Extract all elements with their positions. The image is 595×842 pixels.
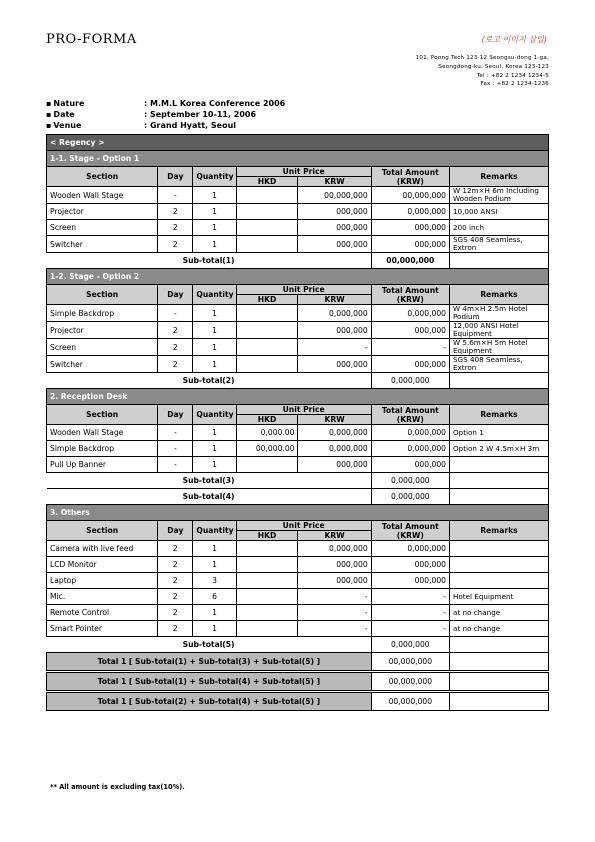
col-hkd: HKD — [236, 177, 298, 187]
region-row — [47, 135, 549, 151]
info-nature — [46, 98, 285, 109]
col-unit-price: Unit Price — [236, 405, 371, 415]
item-section: Projector — [47, 204, 158, 220]
col-remarks: Remarks — [449, 405, 548, 425]
item-krw: - — [298, 339, 371, 356]
item-day: - — [158, 457, 193, 473]
table-row — [47, 339, 549, 356]
section-title: 1-1. Stage - Option 1 — [47, 151, 549, 167]
item-remarks: at no change — [449, 621, 548, 637]
item-section: Wooden Wall Stage — [47, 187, 158, 204]
section-band — [47, 505, 549, 521]
col-quantity: Quantity — [193, 167, 236, 187]
grand-total-row — [47, 672, 549, 692]
grand-total-label: Total 1 [ Sub-total(1) + Sub-total(4) + Sub-total(5) ] — [47, 672, 372, 692]
item-krw: - — [298, 621, 371, 637]
item-section: Laptop — [47, 573, 158, 589]
col-quantity: Quantity — [193, 405, 236, 425]
item-section: Wooden Wall Stage — [47, 425, 158, 441]
total-amount-label: Total Amount — [381, 521, 439, 531]
section-title: 2. Reception Desk — [47, 389, 549, 405]
grand-total-remarks — [449, 672, 548, 692]
item-hkd — [236, 356, 298, 373]
item-day: 2 — [158, 605, 193, 621]
subtotal-label: Sub-total(2) — [47, 373, 372, 389]
item-total: 0,000,000 — [371, 441, 449, 457]
item-quantity: 1 — [193, 441, 236, 457]
item-total: - — [371, 621, 449, 637]
subtotal-label: Sub-total(5) — [47, 637, 372, 653]
subtotal-row — [47, 253, 549, 269]
info-key: ▪ Date — [46, 109, 144, 120]
item-hkd — [236, 589, 298, 605]
item-day: 2 — [158, 557, 193, 573]
item-total: 0,000,000 — [371, 204, 449, 220]
col-remarks: Remarks — [449, 285, 548, 305]
item-krw: 000,000 — [298, 356, 371, 373]
header-row — [47, 521, 549, 531]
item-remarks — [449, 557, 548, 573]
item-section: Mic. — [47, 589, 158, 605]
total-amount-unit: (KRW) — [396, 530, 424, 540]
item-total: 000,000 — [371, 236, 449, 253]
item-hkd: 00,000.00 — [236, 441, 298, 457]
header-row — [47, 285, 549, 295]
table-row — [47, 621, 549, 637]
col-quantity: Quantity — [193, 521, 236, 541]
item-day: - — [158, 425, 193, 441]
item-remarks — [449, 573, 548, 589]
table-row — [47, 204, 549, 220]
item-day: 2 — [158, 339, 193, 356]
item-hkd — [236, 605, 298, 621]
item-day: - — [158, 187, 193, 204]
item-total: 00,000,000 — [371, 187, 449, 204]
item-krw: 000,000 — [298, 236, 371, 253]
col-hkd: HKD — [236, 295, 298, 305]
company-address — [349, 54, 549, 89]
col-remarks: Remarks — [449, 167, 548, 187]
subtotal-amount: 00,000,000 — [371, 253, 449, 269]
table-row — [47, 441, 549, 457]
info-key: ▪ Venue — [46, 120, 144, 131]
item-quantity: 1 — [193, 425, 236, 441]
item-total: 000,000 — [371, 573, 449, 589]
total-amount-label: Total Amount — [381, 285, 439, 295]
item-section: Switcher — [47, 236, 158, 253]
item-quantity: 1 — [193, 236, 236, 253]
item-krw: 00,000,000 — [298, 187, 371, 204]
table-row — [47, 605, 549, 621]
item-day: 2 — [158, 541, 193, 557]
item-remarks — [449, 541, 548, 557]
col-total-amount — [371, 167, 449, 187]
item-total: 0,000,000 — [371, 425, 449, 441]
section-band — [47, 389, 549, 405]
item-remarks: W 5.6m×H 5m Hotel Equipment — [449, 339, 548, 356]
item-quantity: 1 — [193, 187, 236, 204]
item-quantity: 1 — [193, 339, 236, 356]
document-title: PRO-FORMA — [46, 32, 137, 47]
item-remarks — [449, 457, 548, 473]
subtotal-label: Sub-total(4) — [47, 489, 372, 505]
item-quantity: 1 — [193, 605, 236, 621]
table-row — [47, 557, 549, 573]
col-krw: KRW — [298, 531, 371, 541]
item-remarks: SGS 408 Seamless, Extron — [449, 356, 548, 373]
item-total: 000,000 — [371, 322, 449, 339]
info-value: : Grand Hyatt, Seoul — [144, 121, 237, 130]
col-day: Day — [158, 405, 193, 425]
item-day: 2 — [158, 589, 193, 605]
item-section: Smart Pointer — [47, 621, 158, 637]
item-section: Pull Up Banner — [47, 457, 158, 473]
item-hkd — [236, 557, 298, 573]
grand-total-label: Total 1 [ Sub-total(1) + Sub-total(3) + Sub-total(5) ] — [47, 653, 372, 672]
item-total: 000,000 — [371, 457, 449, 473]
col-section: Section — [47, 521, 158, 541]
subtotal-amount: 0,000,000 — [371, 473, 449, 489]
item-krw: 000,000 — [298, 204, 371, 220]
item-quantity: 1 — [193, 220, 236, 236]
header-row — [47, 167, 549, 177]
header-row — [47, 405, 549, 415]
item-remarks: W 12m×H 6m Including Wooden Podium — [449, 187, 548, 204]
col-day: Day — [158, 167, 193, 187]
tax-footnote: ** All amount is excluding tax(10%). — [50, 783, 185, 791]
col-section: Section — [47, 285, 158, 305]
col-total-amount — [371, 285, 449, 305]
fax-line: Fax : +82 2 1234-1236 — [480, 81, 549, 88]
item-remarks: 200 inch — [449, 220, 548, 236]
subtotal-amount: 0,000,000 — [371, 489, 449, 505]
info-value: : M.M.L Korea Conference 2006 — [144, 99, 286, 108]
item-section: LCD Monitor — [47, 557, 158, 573]
item-section: Screen — [47, 339, 158, 356]
info-date — [46, 109, 285, 120]
item-quantity: 3 — [193, 573, 236, 589]
item-quantity: 1 — [193, 457, 236, 473]
item-day: 2 — [158, 204, 193, 220]
item-hkd: 0,000.00 — [236, 425, 298, 441]
subtotal-remarks — [449, 637, 548, 653]
item-krw: 0,000,000 — [298, 425, 371, 441]
item-remarks: 10,000 ANSI — [449, 204, 548, 220]
col-hkd: HKD — [236, 415, 298, 425]
section-title: 1-2. Stage - Option 2 — [47, 269, 549, 285]
item-hkd — [236, 339, 298, 356]
subtotal-label: Sub-total(1) — [47, 253, 372, 269]
item-hkd — [236, 187, 298, 204]
table-row — [47, 356, 549, 373]
item-quantity: 1 — [193, 557, 236, 573]
region-label: < Regency > — [47, 135, 549, 151]
item-quantity: 1 — [193, 204, 236, 220]
item-krw: 000,000 — [298, 322, 371, 339]
table-row — [47, 322, 549, 339]
quote-table — [46, 134, 549, 711]
col-unit-price: Unit Price — [236, 521, 371, 531]
grand-total-amount: 00,000,000 — [371, 672, 449, 692]
item-remarks: Option 1 — [449, 425, 548, 441]
item-remarks: 12,000 ANSI Hotel Equipment — [449, 322, 548, 339]
subtotal-amount: 0,000,000 — [371, 637, 449, 653]
item-remarks: W 4m×H 2.5m Hotel Podium — [449, 305, 548, 322]
item-krw: 000,000 — [298, 557, 371, 573]
subtotal-row — [47, 637, 549, 653]
item-hkd — [236, 457, 298, 473]
total-amount-unit: (KRW) — [396, 176, 424, 186]
grand-total-row — [47, 692, 549, 711]
total-amount-unit: (KRW) — [396, 414, 424, 424]
item-section: Remote Control — [47, 605, 158, 621]
table-row — [47, 589, 549, 605]
col-quantity: Quantity — [193, 285, 236, 305]
section-band — [47, 269, 549, 285]
item-krw: - — [298, 589, 371, 605]
grand-total-amount: 00,000,000 — [371, 653, 449, 672]
item-total: - — [371, 589, 449, 605]
item-total: 0,000,000 — [371, 541, 449, 557]
subtotal-remarks — [449, 253, 548, 269]
table-row — [47, 187, 549, 204]
item-krw: 000,000 — [298, 457, 371, 473]
table-row — [47, 541, 549, 557]
subtotal-label: Sub-total(3) — [47, 473, 372, 489]
subtotal-amount: 0,000,000 — [371, 373, 449, 389]
item-section: Screen — [47, 220, 158, 236]
table-row — [47, 457, 549, 473]
col-unit-price: Unit Price — [236, 285, 371, 295]
item-quantity: 6 — [193, 589, 236, 605]
subtotal-remarks — [449, 373, 548, 389]
item-day: 2 — [158, 236, 193, 253]
phone-line: Tel : +82 2 1234 1234-5 — [476, 72, 549, 79]
item-krw: 0,000,000 — [298, 541, 371, 557]
item-total: 000,000 — [371, 557, 449, 573]
table-row — [47, 573, 549, 589]
item-hkd — [236, 204, 298, 220]
col-total-amount — [371, 521, 449, 541]
item-hkd — [236, 621, 298, 637]
item-total: - — [371, 339, 449, 356]
item-hkd — [236, 236, 298, 253]
item-remarks: Hotel Equipment — [449, 589, 548, 605]
col-krw: KRW — [298, 415, 371, 425]
info-venue — [46, 120, 285, 131]
item-remarks: SGS 408 Seamless, Extron — [449, 236, 548, 253]
subtotal-row — [47, 489, 549, 505]
col-section: Section — [47, 405, 158, 425]
item-krw: - — [298, 605, 371, 621]
event-info — [46, 98, 285, 131]
item-quantity: 1 — [193, 305, 236, 322]
subtotal-row — [47, 373, 549, 389]
grand-total-label: Total 1 [ Sub-total(2) + Sub-total(4) + Sub-total(5) ] — [47, 692, 372, 711]
col-hkd: HKD — [236, 531, 298, 541]
item-section: Simple Backdrop — [47, 305, 158, 322]
total-amount-label: Total Amount — [381, 167, 439, 177]
item-quantity: 1 — [193, 322, 236, 339]
subtotal-remarks — [449, 473, 548, 489]
item-remarks: at no change — [449, 605, 548, 621]
grand-total-row — [47, 653, 549, 672]
item-day: 2 — [158, 573, 193, 589]
col-day: Day — [158, 521, 193, 541]
info-key: ▪ Nature — [46, 98, 144, 109]
item-hkd — [236, 322, 298, 339]
total-amount-label: Total Amount — [381, 405, 439, 415]
item-day: 2 — [158, 621, 193, 637]
grand-total-amount: 00,000,000 — [371, 692, 449, 711]
item-hkd — [236, 220, 298, 236]
item-hkd — [236, 573, 298, 589]
item-krw: 0,000,000 — [298, 305, 371, 322]
logo-placeholder-note: (로고 이미지 삽입) — [481, 35, 547, 44]
item-krw: 000,000 — [298, 573, 371, 589]
subtotal-remarks — [449, 489, 548, 505]
item-day: 2 — [158, 322, 193, 339]
address-line: 101, Poong Tech 123-12 Seongsu-dong 1-ga, — [415, 55, 549, 61]
item-day: - — [158, 441, 193, 457]
grand-total-remarks — [449, 653, 548, 672]
table-row — [47, 220, 549, 236]
item-total: 0,000,000 — [371, 305, 449, 322]
col-day: Day — [158, 285, 193, 305]
item-total: - — [371, 605, 449, 621]
item-quantity: 1 — [193, 541, 236, 557]
col-remarks: Remarks — [449, 521, 548, 541]
subtotal-row — [47, 473, 549, 489]
item-total: 000,000 — [371, 356, 449, 373]
address-line: Seongdong-ku, Seoul, Korea 123-123 — [438, 63, 549, 70]
total-amount-unit: (KRW) — [396, 294, 424, 304]
item-quantity: 1 — [193, 621, 236, 637]
item-hkd — [236, 541, 298, 557]
col-krw: KRW — [298, 177, 371, 187]
col-krw: KRW — [298, 295, 371, 305]
item-hkd — [236, 305, 298, 322]
table-row — [47, 305, 549, 322]
section-band — [47, 151, 549, 167]
item-total: 000,000 — [371, 220, 449, 236]
item-section: Camera with live feed — [47, 541, 158, 557]
item-quantity: 1 — [193, 356, 236, 373]
item-day: 2 — [158, 220, 193, 236]
item-section: Projector — [47, 322, 158, 339]
table-row — [47, 236, 549, 253]
col-unit-price: Unit Price — [236, 167, 371, 177]
item-section: Simple Backdrop — [47, 441, 158, 457]
item-krw: 000,000 — [298, 220, 371, 236]
item-day: 2 — [158, 356, 193, 373]
table-row — [47, 425, 549, 441]
item-remarks: Option 2 W 4.5m×H 3m — [449, 441, 548, 457]
item-day: - — [158, 305, 193, 322]
col-section: Section — [47, 167, 158, 187]
item-section: Switcher — [47, 356, 158, 373]
grand-total-remarks — [449, 692, 548, 711]
info-value: : September 10-11, 2006 — [144, 110, 257, 119]
section-title: 3. Others — [47, 505, 549, 521]
item-krw: 0,000,000 — [298, 441, 371, 457]
col-total-amount — [371, 405, 449, 425]
